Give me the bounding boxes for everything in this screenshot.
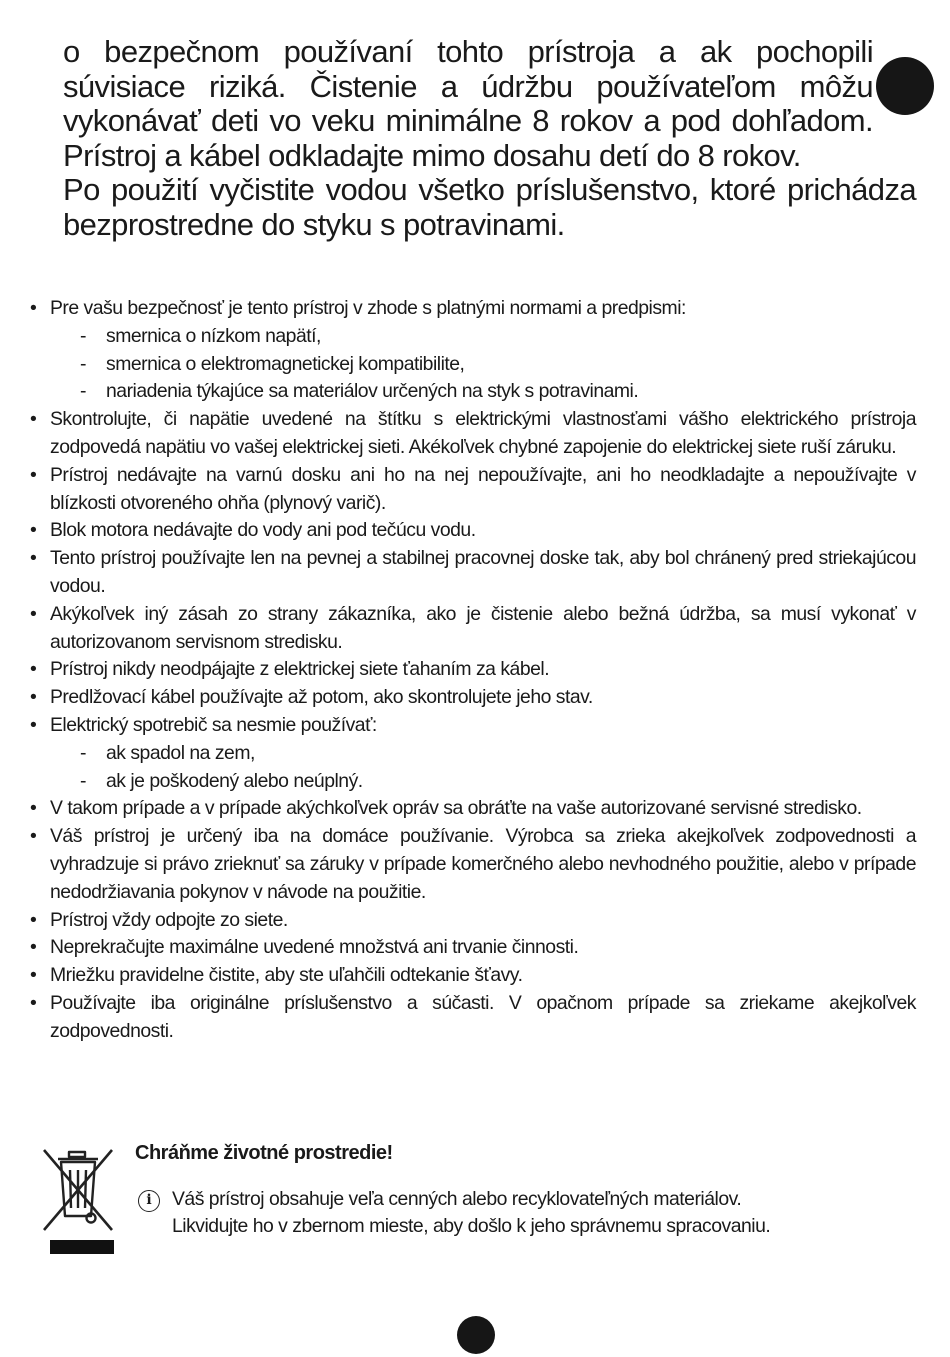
list-item: • Predlžovací kábel používajte až potom, ako skontrolujete jeho stav. — [30, 684, 916, 712]
environment-line-2: Likvidujte ho v zbernom mieste, aby došlo k jeho správnemu spracovaniu. — [172, 1214, 771, 1237]
intro-text — [63, 35, 916, 242]
list-item: • Skontrolujte, či napätie uvedené na štítku s elektrickými vlastnosťami vášho elektrického prístroja zodpovedá napätiu vo vašej elektrickej sieti. Akékoľvek chybné zapojenie do elektrickej siete ruší záruku. — [30, 408, 916, 458]
list-item: • Mriežku pravidelne čistite, aby ste uľahčili odtekanie šťavy. — [30, 962, 916, 990]
list-item: • Elektrický spotrebič sa nesmie používať: — [30, 712, 916, 740]
sub-list-item: - ak spadol na zem, — [30, 740, 916, 768]
list-item: • Akýkoľvek iný zásah zo strany zákazníka, ako je čistenie alebo bežná údržba, sa musí vykonať v autorizovanom servisnom stredisku. — [30, 602, 916, 653]
list-item: • Pre vašu bezpečnosť je tento prístroj v zhode s platnými normami a predpismi: — [30, 295, 916, 323]
separate-collection-bar — [50, 1240, 114, 1254]
bullet-icon: • — [30, 297, 37, 319]
bullet-icon: • — [30, 908, 37, 931]
bullet-icon: • — [30, 797, 37, 820]
bullet-icon: • — [30, 658, 37, 681]
list-item: • Váš prístroj je určený iba na domáce používanie. Výrobca sa zrieka akejkoľvek zodpovednosti a vyhradzuje si právo zrieknuť sa záruky v prípade komerčného alebo nevhodného použitie, alebo v prípade nedodržiavania pokynov v návode na použitie. — [30, 825, 916, 903]
dash-icon: - — [80, 769, 86, 792]
list-item: • V takom prípade a v prípade akýchkoľvek opráv sa obráťte na vaše autorizované servisné stredisko. — [30, 795, 916, 823]
environment-line-1: Váš prístroj obsahuje veľa cenných alebo recyklovateľných materiálov. — [172, 1188, 742, 1210]
sub-list-item: - nariadenia týkajúce sa materiálov určených na styk s potravinami. — [30, 378, 916, 406]
page-marker — [457, 1316, 495, 1354]
sub-list-item: - smernica o nízkom napätí, — [30, 323, 916, 351]
intro-paragraph-2: Po použití vyčistite vodou všetko príslušenstvo, ktoré prichádza bezprostredne do styku s potravinami. — [63, 172, 916, 242]
bullet-icon: • — [30, 602, 37, 625]
crossed-out-wheelie-bin-icon — [40, 1146, 116, 1234]
environment-section — [40, 1142, 920, 1262]
list-item: • Prístroj nedávajte na varnú dosku ani ho na nej nepoužívajte, ani ho neodkladajte a nepoužívajte v blízkosti otvoreného ohňa (plynový varič). — [30, 463, 916, 514]
list-item: • Prístroj vždy odpojte zo siete. — [30, 907, 916, 935]
list-item: • Prístroj nikdy neodpájajte z elektrickej siete ťahaním za kábel. — [30, 656, 916, 684]
dash-icon: - — [80, 741, 86, 764]
dash-icon: - — [80, 380, 86, 403]
dash-icon: - — [80, 352, 86, 375]
bullet-icon: • — [30, 463, 37, 486]
info-icon: i — [138, 1190, 160, 1212]
intro-paragraph-1: o bezpečnom používaní tohto prístroja a ak pochopili súvisiace riziká. Čistenie a údržbu používateľom môžu vykonávať deti vo veku minimálne 8 rokov a pod dohľadom. Prístroj a kábel odkladajte mimo dosahu detí do 8 rokov. — [63, 34, 873, 173]
safety-instructions-list — [30, 295, 916, 1046]
bullet-icon: • — [30, 825, 37, 848]
sub-list-item: - ak je poškodený alebo neúplný. — [30, 768, 916, 796]
bullet-icon: • — [30, 408, 37, 431]
sub-list-item: - smernica o elektromagnetickej kompatibilite, — [30, 351, 916, 379]
bullet-icon: • — [30, 991, 37, 1014]
dash-icon: - — [80, 324, 86, 347]
list-item: • Tento prístroj používajte len na pevnej a stabilnej pracovnej doske tak, aby bol chránený pred striekajúcou vodou. — [30, 547, 916, 597]
language-tab-marker — [876, 57, 934, 115]
bullet-icon: • — [30, 936, 37, 959]
list-item: • Neprekračujte maximálne uvedené množstvá ani trvanie činnosti. — [30, 934, 916, 962]
bullet-icon: • — [30, 547, 37, 570]
bullet-icon: • — [30, 519, 37, 542]
bullet-icon: • — [30, 964, 37, 987]
environment-title: Chráňme životné prostredie! — [135, 1142, 393, 1164]
environment-text — [172, 1186, 932, 1239]
list-item: • Používajte iba originálne príslušenstvo a súčasti. V opačnom prípade sa zriekame akejkoľvek zodpovednosti. — [30, 991, 916, 1042]
bullet-icon: • — [30, 713, 37, 736]
bullet-icon: • — [30, 686, 37, 709]
list-item: • Blok motora nedávajte do vody ani pod tečúcu vodu. — [30, 517, 916, 545]
